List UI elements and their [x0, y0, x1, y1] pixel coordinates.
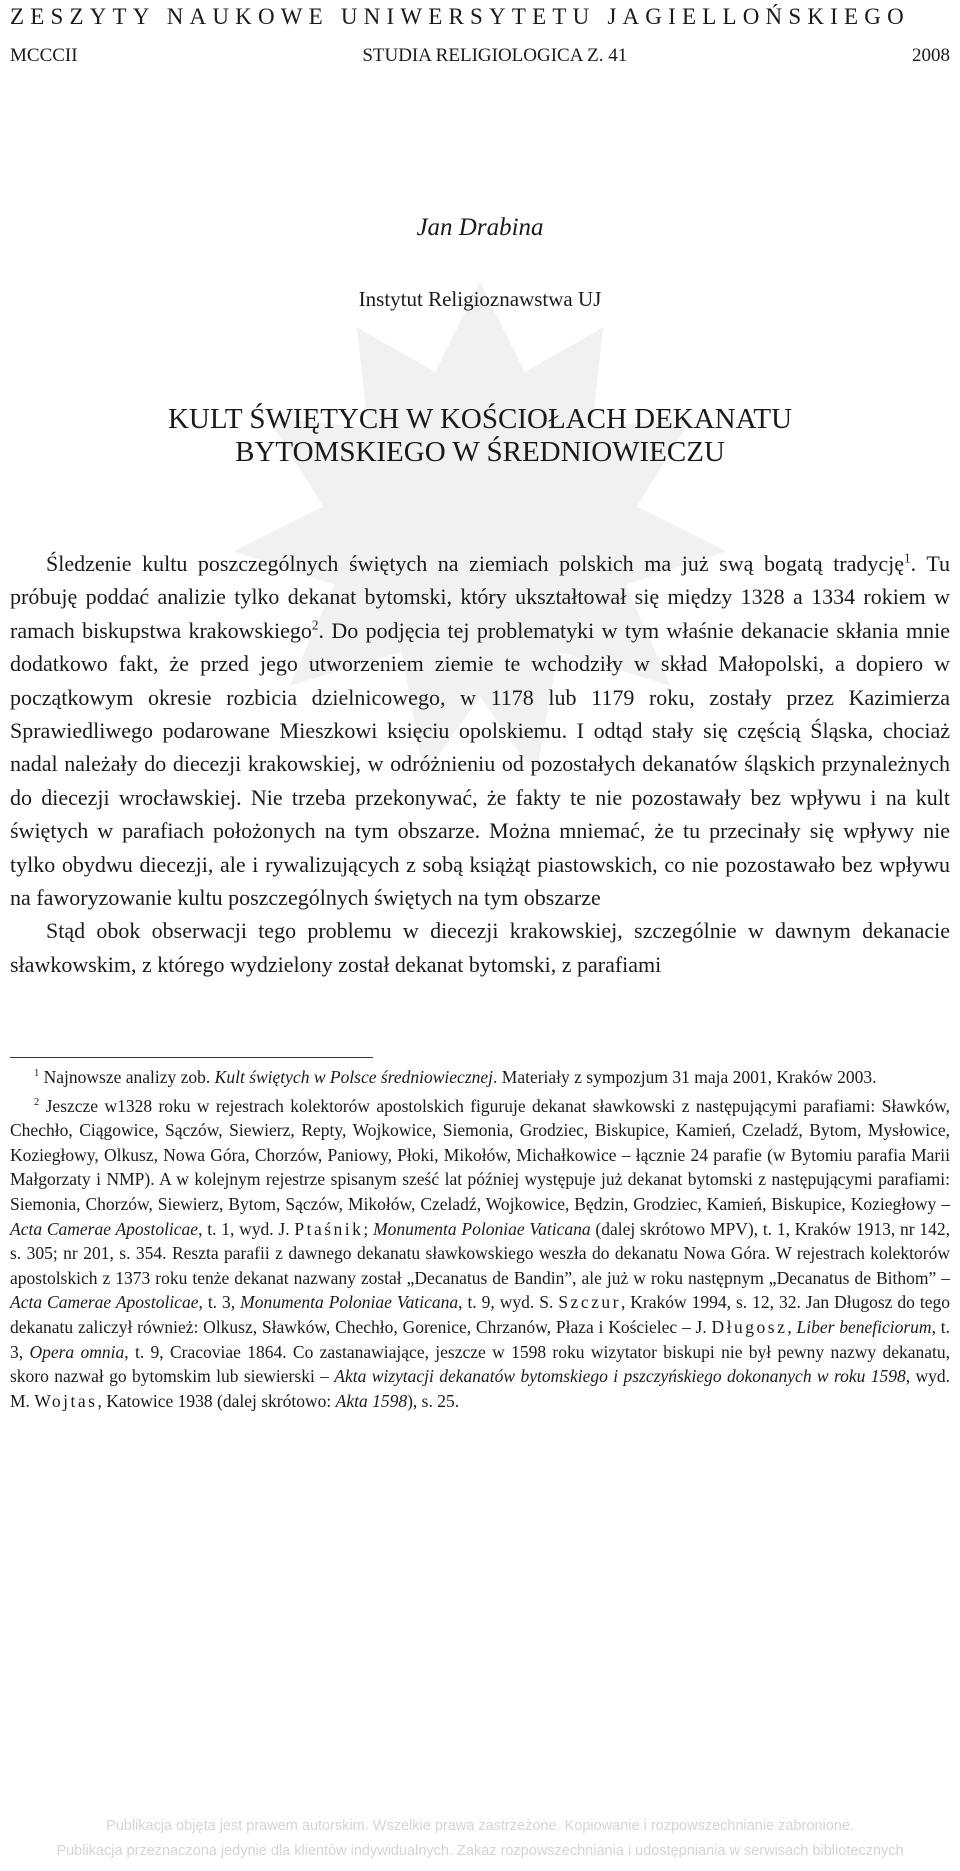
body-paragraph: [10, 547, 950, 914]
footnote-text: ,: [787, 1316, 797, 1337]
footnote-ref-2: 2: [311, 617, 319, 633]
footnote-text: , Katowice 1938 (dalej skrótowo:: [97, 1390, 336, 1411]
body-text: . Do podjęcia tej problematyki w tym właśnie dekanacie skłania mnie dodatkowo fakt, że przed jego utworzeniem ziemie te wchodziły w skład Małopolski, a dopiero w początkowym okresie rozbicia dzielnicowego, w 1178 lub 1179 roku, zostały przez Kazimierza Sprawiedliwego podarowane Mieszkowi księciu opolskiemu. I odtąd stały się częścią Śląska, chociaż nadal należały do diecezji krakowskiej, w odróżnieniu od pozostałych dekanatów śląskich przynależnych do diecezji wrocławskiej. Nie trzeba przekonywać, że fakty te nie pozostawały bez wpływu i na kult świętych w parafiach położonych na tym obszarze. Można mniemać, że tu przecinały się wpływy nie tylko obydwu diecezji, ale i rywalizujących z sobą książąt piastowskich, co nie pozostawało bez wpływu na faworyzowanie kultu poszczególnych świętych na tym obszarze: [10, 617, 950, 911]
cited-author: Ptaśnik: [294, 1218, 364, 1239]
title-line-1: KULT ŚWIĘTYCH W KOŚCIOŁACH DEKANATU: [167, 403, 793, 435]
footnote-text: . Materiały z sympozjum 31 maja 2001, Kraków 2003.: [493, 1067, 877, 1087]
copyright-line-2: Publikacja przeznaczona jedynie dla klientów indywidualnych. Zakaz rozpowszechniania i udostępniania w serwisach bibliotecznych: [56, 1843, 904, 1859]
cited-title: Akta 1598: [335, 1390, 408, 1411]
footnote-text: (dalej skrótowo MPV), t. 1, Kraków 1913, nr 142, s. 305; nr 201, s. 354. Reszta parafii z dawnego dekanatu sławkowskiego weszła do dekanatu Nowa Góra. W rejestrach kolektorów apostolskich z 1373 roku tenże dekanat nazwany został „Decanatus de Bandin”, ale już w roku następnym „Decanatus de Bithom” –: [10, 1218, 950, 1288]
footnote-1: [10, 1065, 950, 1090]
author-name: Jan Drabina: [416, 214, 544, 241]
copyright-notice: [0, 1814, 960, 1864]
body-text: Śledzenie kultu poszczególnych świętych na ziemiach polskich ma już swą bogatą tradycję: [46, 551, 905, 576]
footnote-number: 1: [34, 1068, 40, 1080]
author-affiliation: Instytut Religioznawstwa UJ: [358, 287, 602, 311]
issue-year: 2008: [911, 45, 950, 66]
issue-number: MCCCII: [10, 45, 78, 66]
cited-title: Acta Camerae Apostolicae: [10, 1218, 199, 1239]
article-body: [10, 547, 950, 981]
cited-author: Szczur: [558, 1292, 621, 1313]
cited-author: Długosz: [711, 1316, 788, 1337]
footnote-ref-1: 1: [904, 550, 911, 566]
cited-title: Liber beneficiorum: [796, 1316, 932, 1337]
footnote-text: , Kraków 1994, s. 12, 32. Jan Długosz do tego dekanatu zaliczył również: Olkusz, Sławków, Chechło, Gorenice, Chrzanów, Płaza i Kościelec – J.: [10, 1292, 951, 1337]
body-text: . Tu próbuję poddać analizie tylko dekanat bytomski, który ukształtował się między 1328 a 1334 rokiem w ramach biskupstwa krakowskiego: [10, 551, 950, 643]
cited-title: Opera omnia: [29, 1341, 125, 1362]
footnote-divider: [10, 1057, 373, 1058]
series-name: STUDIA RELIGIOLOGICA Z. 41: [362, 45, 628, 66]
footnote-text: ), s. 25.: [407, 1390, 460, 1411]
footnotes: [10, 1065, 950, 1417]
footnote-2: [10, 1094, 950, 1414]
cited-title: Kult świętych w Polsce średniowiecznej: [214, 1067, 494, 1087]
cited-title: Monumenta Poloniae Vaticana: [373, 1218, 591, 1239]
body-paragraph: Stąd obok obserwacji tego problemu w diecezji krakowskiej, szczególnie w dawnym dekanacie sławkowskim, z którego wydzielony został dekanat bytomski, z parafiami: [10, 918, 950, 977]
footnote-text: , t. 1, wyd. J.: [198, 1218, 295, 1239]
footnote-text: , wyd. M.: [10, 1366, 950, 1411]
footnote-text: , t. 9, wyd. S.: [458, 1292, 559, 1313]
cited-title: Monumenta Poloniae Vaticana: [240, 1292, 459, 1313]
cited-author: Wojtas: [34, 1390, 98, 1411]
footnote-text: ;: [363, 1218, 374, 1239]
cited-title: Acta Camerae Apostolicae: [10, 1292, 199, 1313]
footnote-text: , t. 3,: [198, 1292, 241, 1313]
footnote-text: Jeszcze w1328 roku w rejestrach kolektorów apostolskich figuruje dekanat sławkowski z następującymi parafiami: Sławków, Chechło, Ciągowice, Sączów, Siewierz, Repty, Wojkowice, Siemonia, Grodziec, Biskupice, Kamień, Czeladź, Bytom, Mysłowice, Koziegłowy, Olkusz, Nowa Góra, Chorzów, Paniowy, Płoki, Mikołów, Michałkowice – łącznie 24 parafie (w Bytomiu parafia Marii Małgorzaty i NMP). A w kolejnym rejestrze spisanym sześć lat później występuje już dekanat bytomski z następującymi parafiami: Siemonia, Chorzów, Siewierz, Bytom, Sączów, Mikołów, Czeladź, Wojkowice, Będzin, Grodziec, Kamień, Biskupice, Koziegłowy –: [10, 1095, 950, 1214]
footnote-text: Najnowsze analizy zob.: [39, 1067, 215, 1087]
title-line-2: BYTOMSKIEGO W ŚREDNIOWIECZU: [235, 436, 725, 468]
footnote-text: , t. 9, Cracoviae 1864. Co zastanawiające, jeszcze w 1598 roku wizytator biskupi nie był pewny nazwy dekanatu, skoro nazwał go bytomskim lub siewierski –: [10, 1341, 951, 1387]
cited-title: Akta wizytacji dekanatów bytomskiego i pszczyńskiego dokonanych w roku 1598: [334, 1366, 906, 1387]
footnote-number: 2: [34, 1096, 40, 1108]
issue-line: [10, 45, 950, 67]
copyright-line-1: Publikacja objęta jest prawem autorskim. Wszelkie prawa zastrzeżone. Kopiowanie i rozpowszechnianie zabronione.: [106, 1818, 854, 1834]
footnote-text: , t. 3,: [10, 1316, 950, 1362]
journal-title: ZESZYTY NAUKOWE UNIWERSYTETU JAGIELLOŃSKIEGO: [10, 4, 910, 29]
article-title: [0, 403, 960, 469]
